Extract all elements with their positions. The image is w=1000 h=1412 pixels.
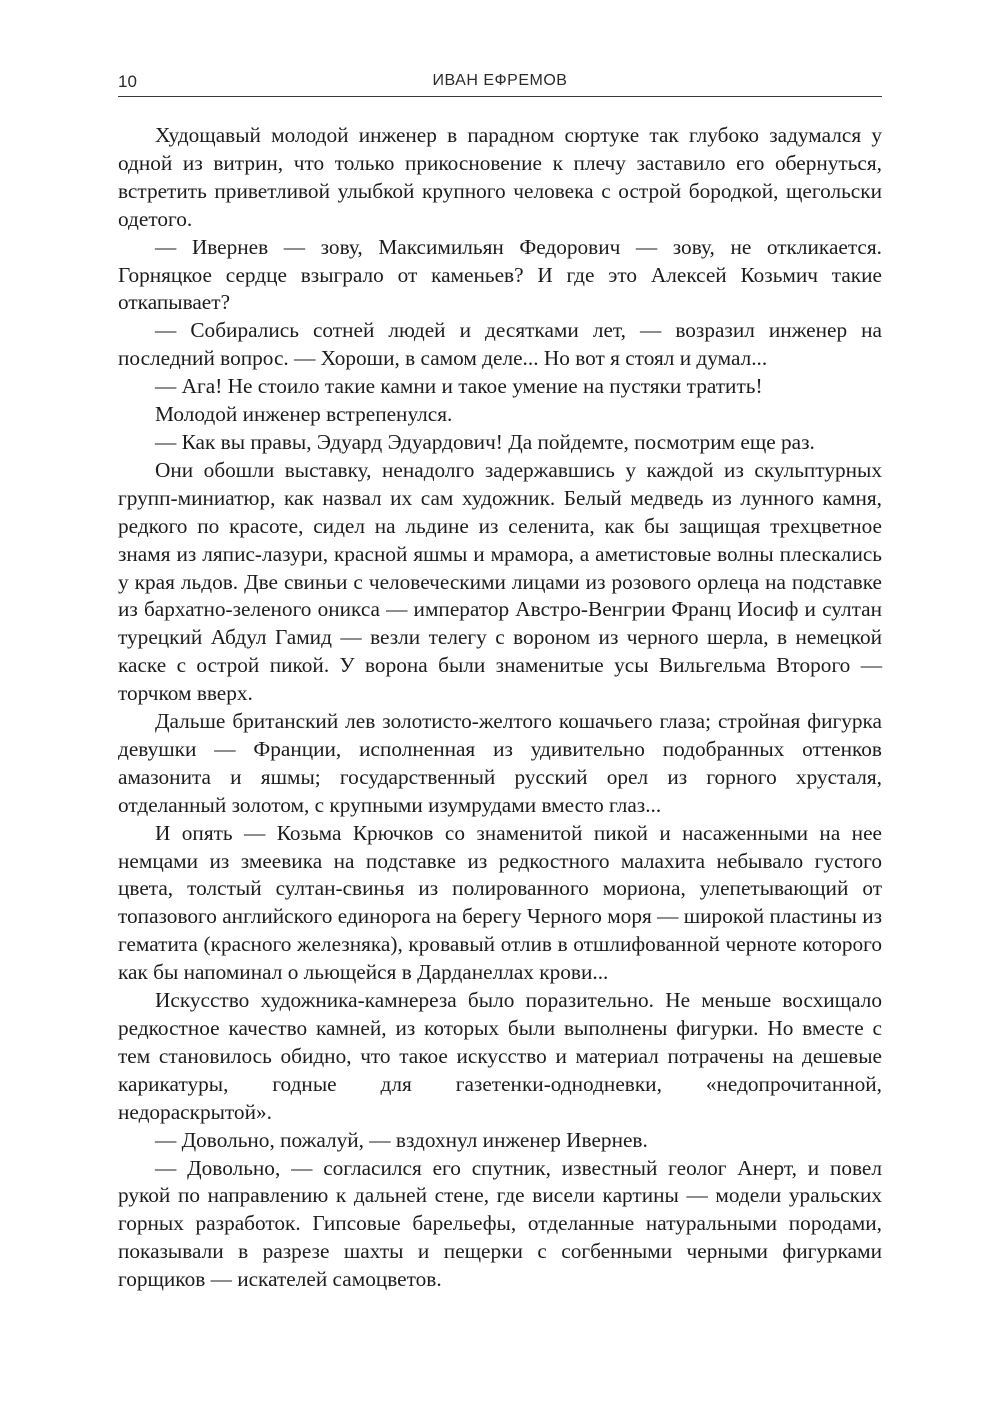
paragraph: — Собирались сотней людей и десятками лет, — возразил инженер на последний вопрос. — Хороши, в самом деле... Но вот я стоял и думал... [118, 318, 882, 371]
paragraph: Они обошли выставку, ненадолго задержавшись у каждой из скульптурных групп-миниатюр, как назвал их сам художник. Белый медведь из лунного камня, редкого по красоте, сидел на льдине из селенита, как бы защищая трехцветное знамя из ляпис-лазури, красной яшмы и мрамора, а аметистовые волны плескались у края льдов. Две свиньи с человеческими лицами из розового орлеца на подставке из бархатно-зеленого оникса — император Австро-Венгрии Франц Иосиф и султан турецкий Абдул Гамид — везли телегу с вороном из черного шерла, в немецкой каске с острой пикой. У ворона были знаменитые усы Вильгельма Второго — торчком вверх. [118, 457, 882, 706]
paragraph: — Ага! Не стоило такие камни и такое умение на пустяки тратить! [155, 374, 763, 399]
paragraph: Дальше британский лев золотисто-желтого кошачьего глаза; стройная фигурка девушки — Франции, исполненная из удивительно подобранных оттенков амазонита и яшмы; государственный русский орел из горного хрусталя, отделанный золотом, с крупными изумрудами вместо глаз... [118, 709, 882, 817]
paragraph: Худощавый молодой инженер в парадном сюртуке так глубоко задумался у одной из витрин, что только прикосновение к плечу заставило его обернуться, встретить приветливой улыбкой крупного человека с острой бородкой, щегольски одетого. [118, 123, 882, 231]
page-header [118, 68, 882, 97]
running-title: ИВАН ЕФРЕМОВ [432, 72, 568, 89]
paragraph: Молодой инженер встрепенулся. [155, 402, 453, 427]
paragraph: И опять — Козьма Крючков со знаменитой пикой и насаженными на нее немцами из змеевика на подставке из редкостного малахита небывало густого цвета, толстый султан-свинья из полированного мориона, улепетывающий от топазового английского единорога на берегу Черного моря — широкой пластины из гематита (красного железняка), кровавый отлив в отшлифованной черноте которого как бы напоминал о льющейся в Дарданеллах крови... [118, 820, 882, 985]
body-text [118, 122, 882, 1294]
paragraph: — Ивернев — зову, Максимильян Федорович — зову, не откликается. Горняцкое сердце взыграло от каменьев? И где это Алексей Козьмич такие откапывает? [118, 234, 882, 315]
paragraph: — Как вы правы, Эдуард Эдуардович! Да пойдемте, посмотрим еще раз. [155, 429, 815, 454]
paragraph: Искусство художника-камнереза было поразительно. Не меньше восхищало редкостное качество камней, из которых были выполнены фигурки. Но вместе с тем становилось обидно, что такое искусство и материал потрачены на дешевые карикатуры, годные для газетенки-однодневки, «недопрочитанной, недораскрытой». [118, 988, 882, 1124]
paragraph: — Довольно, пожалуй, — вздохнул инженер Ивернев. [155, 1127, 648, 1152]
paragraph: — Довольно, — согласился его спутник, известный геолог Анерт, и повел рукой по направлению к дальней стене, где висели картины — модели уральских горных разработок. Гипсовые барельефы, отделанные натуральными породами, показывали в разрезе шахты и пещерки с согбенными черными фигурками горщиков — искателей самоцветов. [118, 1155, 882, 1292]
page-number: 10 [118, 72, 137, 91]
